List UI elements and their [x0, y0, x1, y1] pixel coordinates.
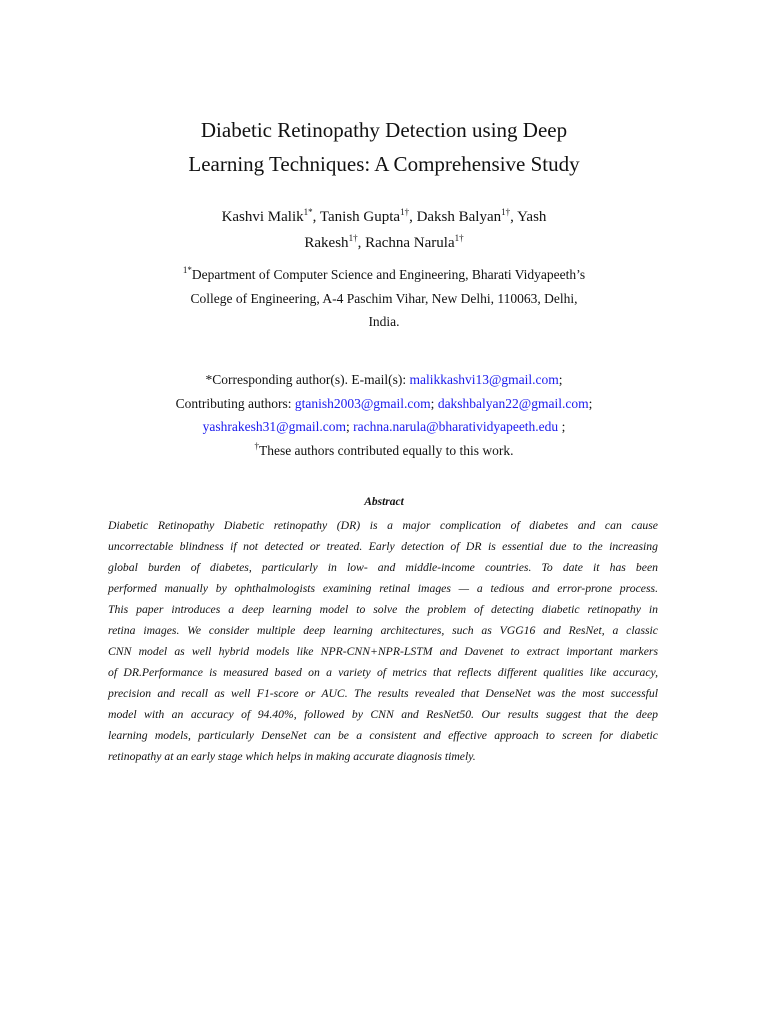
corresponding-label: *Corresponding author(s). E-mail(s): — [205, 372, 410, 387]
affiliation-line-3: India. — [368, 314, 400, 329]
email-link[interactable]: yashrakesh31@gmail.com — [202, 419, 346, 434]
abstract-line: performed manually by ophthalmologists examining retinal images — a tedious and error-prone process. — [108, 582, 658, 595]
abstract-line: model with an accuracy of 94.40%, followed by CNN and ResNet50. Our results suggest that the deep — [108, 708, 658, 721]
contact-block — [0, 368, 768, 462]
affiliation-text: Department of Computer Science and Engineering, Bharati Vidyapeeth’s — [191, 267, 586, 282]
title-line-1: Diabetic Retinopathy Detection using Deep — [200, 118, 568, 142]
email-separator: ; — [558, 372, 563, 387]
equal-contribution-text: These authors contributed equally to this work. — [258, 442, 514, 458]
abstract-body — [108, 515, 658, 767]
author-superscript: 1† — [501, 207, 511, 217]
author-separator: , — [409, 209, 417, 225]
contributing-line — [0, 392, 768, 416]
equal-contribution-note — [0, 439, 768, 463]
abstract-line: learning models, particularly DenseNet can be a consistent and effective approach to screen for diabetic — [108, 729, 658, 742]
abstract-line: uncorrectable blindness if not detected or treated. Early detection of DR is essential due to the increasing — [108, 540, 658, 553]
title-line-2: Learning Techniques: A Comprehensive Study — [188, 152, 580, 176]
abstract-line: global burden of diabetes, particularly in low- and middle-income countries. To date it has been — [108, 561, 658, 574]
author-superscript: 1* — [303, 207, 313, 217]
abstract-line: retina images. We consider multiple deep learning architectures, such as VGG16 and ResNet, a classic — [108, 624, 658, 637]
author-separator: , — [510, 209, 518, 225]
author-line-2 — [0, 230, 768, 256]
author-name: Rachna Narula — [365, 235, 455, 251]
abstract-line: precision and recall as well F1-score or AUC. The results revealed that DenseNet was the most successful — [108, 687, 658, 700]
author-separator: , — [357, 235, 366, 251]
corresponding-line — [0, 368, 768, 392]
email-link[interactable]: gtanish2003@gmail.com — [294, 395, 431, 411]
author-name: Yash — [517, 209, 547, 225]
email-link[interactable]: dakshbalyan22@gmail.com — [437, 395, 589, 411]
dagger-superscript: † — [254, 440, 259, 451]
author-superscript: 1† — [348, 233, 358, 243]
email-separator: ; — [558, 419, 566, 434]
email-link[interactable]: rachna.narula@bharatividyapeeth.edu — [353, 419, 559, 434]
contributing-line-2 — [0, 415, 768, 439]
email-separator: ; — [588, 395, 593, 411]
abstract-line: Diabetic Retinopathy Diabetic retinopathy (DR) is a major complication of diabetes and can cause — [108, 519, 658, 532]
paper-title — [0, 113, 768, 181]
abstract-line: of DR.Performance is measured based on a variety of metrics that reflects different qualities like accuracy, — [108, 666, 658, 679]
author-list — [0, 204, 768, 256]
email-separator: ; — [345, 419, 354, 434]
abstract-line: retinopathy at an early stage which helps in making accurate diagnosis timely. — [108, 750, 476, 763]
affiliation-line-1 — [0, 263, 768, 287]
affiliation-line-2: College of Engineering, A-4 Paschim Vihar, New Delhi, 110063, Delhi, — [190, 290, 578, 306]
abstract-line: This paper introduces a deep learning model to solve the problem of detecting diabetic retinopathy in — [108, 603, 658, 616]
email-separator: ; — [430, 395, 438, 411]
author-superscript: 1† — [454, 233, 464, 243]
abstract-heading: Abstract — [364, 496, 404, 508]
abstract-line: CNN model as well hybrid models like NPR-CNN+NPR-LSTM and Davenet to extract important markers — [108, 645, 658, 658]
email-link[interactable]: malikkashvi13@gmail.com — [409, 372, 559, 387]
affiliation-superscript: 1* — [182, 265, 192, 275]
author-name: Tanish Gupta — [319, 209, 401, 225]
affiliation — [0, 263, 768, 334]
author-superscript: 1† — [400, 207, 410, 217]
author-line-1 — [0, 204, 768, 230]
author-name: Daksh Balyan — [416, 209, 502, 225]
author-name: Kashvi Malik — [221, 209, 304, 225]
author-separator: , — [312, 209, 320, 225]
contributing-label: Contributing authors: — [175, 395, 295, 411]
author-name: Rakesh — [304, 235, 349, 251]
